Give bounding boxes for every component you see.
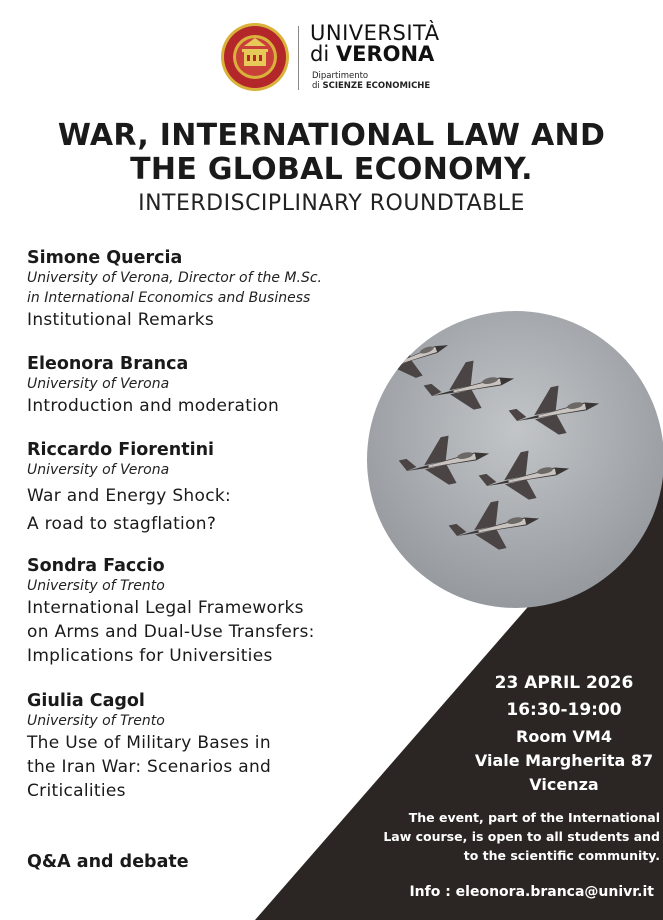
university-logo [220, 22, 460, 94]
event-address: Viale Margherita 87 [474, 751, 654, 770]
speaker-talk: The Use of Military Bases in [27, 733, 271, 753]
speaker-talk: Criticalities [27, 781, 126, 801]
speaker-talk: Institutional Remarks [27, 310, 215, 330]
department-label: Dipartimento [312, 71, 369, 81]
speaker-5 [27, 691, 271, 803]
speaker-talk: International Legal Frameworks [27, 598, 304, 618]
speaker-affiliation: in International Economics and Business [27, 290, 311, 306]
note-line: The event, part of the International [408, 810, 660, 825]
event-subtitle: INTERDISCIPLINARY ROUNDTABLE [138, 191, 525, 216]
speaker-talk: War and Energy Shock: [27, 486, 232, 506]
speaker-name: Giulia Cagol [27, 691, 145, 711]
event-date: 23 APRIL 2026 [494, 673, 634, 693]
speaker-4 [27, 556, 315, 668]
event-title-line2: THE GLOBAL ECONOMY. [130, 152, 533, 187]
speaker-talk: Implications for Universities [27, 646, 273, 666]
speaker-1 [27, 248, 322, 332]
university-name: UNIVERSITÀ [310, 21, 440, 45]
qa-debate-label: Q&A and debate [27, 852, 189, 872]
university-seal-icon [220, 22, 290, 92]
speaker-2 [27, 354, 279, 418]
event-time: 16:30-19:00 [506, 700, 622, 720]
event-title-line1: WAR, INTERNATIONAL LAW AND [57, 118, 606, 153]
logo-divider [298, 26, 299, 90]
speaker-affiliation: University of Verona [27, 376, 170, 392]
contact-info: Info : eleonora.branca@univr.it [409, 884, 654, 900]
speaker-name: Eleonora Branca [27, 354, 189, 374]
speaker-talk: the Iran War: Scenarios and [27, 757, 272, 777]
speaker-talk: Introduction and moderation [27, 396, 280, 416]
speaker-talk: A road to stagflation? [27, 514, 217, 534]
department-name: di SCIENZE ECONOMICHE [312, 81, 431, 91]
speaker-3 [27, 440, 231, 536]
speaker-name: Sondra Faccio [27, 556, 165, 576]
speaker-talk: on Arms and Dual-Use Transfers: [27, 622, 315, 642]
university-city: di VERONA [310, 42, 435, 66]
event-room: Room VM4 [516, 727, 612, 746]
speaker-affiliation: University of Trento [27, 713, 165, 729]
event-city: Vicenza [529, 775, 599, 794]
speaker-affiliation: University of Trento [27, 578, 165, 594]
note-line: to the scientific community. [463, 848, 660, 863]
speaker-name: Simone Quercia [27, 248, 183, 268]
event-note [350, 808, 660, 865]
fighter-jets-photo [367, 311, 663, 608]
speaker-name: Riccardo Fiorentini [27, 440, 215, 460]
note-line: Law course, is open to all students and [383, 829, 660, 844]
speaker-affiliation: University of Verona [27, 462, 170, 478]
speaker-affiliation: University of Verona, Director of the M.Sc. [27, 270, 322, 286]
